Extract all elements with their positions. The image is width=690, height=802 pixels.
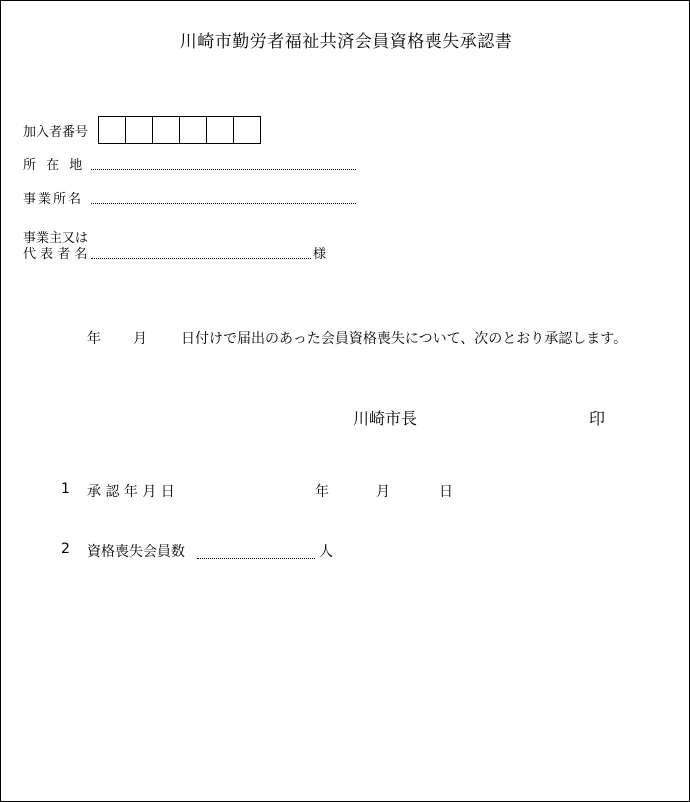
member-count-unit: 人 [319,544,333,560]
statement-text: 日付けで届出のあった会員資格喪失について、次のとおり承認します。 [181,331,628,347]
honorific-sama: 様 [313,247,327,262]
owner-name-field[interactable] [91,258,311,259]
business-name-field[interactable] [91,203,356,204]
approval-year: 年 [315,484,329,500]
member-number-digit-box[interactable] [152,116,180,144]
statement-year: 年 [87,331,101,347]
owner-label-line1: 事業主又は [23,231,89,246]
seal-mark: 印 [589,409,606,428]
item2-number: 2 [61,541,70,557]
address-label: 所 在 地 [23,158,83,173]
approval-day: 日 [439,484,453,500]
owner-label-line2: 代 表 者 名 [23,247,88,262]
business-name-label: 事業所名 [23,192,84,207]
member-number-digit-box[interactable] [98,116,126,144]
mayor-label: 川崎市長 [353,409,418,428]
member-number-digit-box[interactable] [233,116,261,144]
approval-month: 月 [376,484,390,500]
member-number-label: 加入者番号 [23,125,89,140]
address-field[interactable] [91,169,356,170]
member-count-label: 資格喪失会員数 [87,544,185,560]
member-count-field[interactable] [197,558,315,559]
member-number-digit-box[interactable] [179,116,207,144]
member-number-boxes[interactable] [98,116,261,144]
document-title: 川崎市勤労者福祉共済会員資格喪失承認書 [179,32,513,52]
member-number-digit-box[interactable] [125,116,153,144]
member-number-digit-box[interactable] [206,116,234,144]
approval-date-label: 承 認 年 月 日 [87,484,175,500]
item1-number: 1 [61,481,70,497]
statement-month: 月 [133,331,147,347]
